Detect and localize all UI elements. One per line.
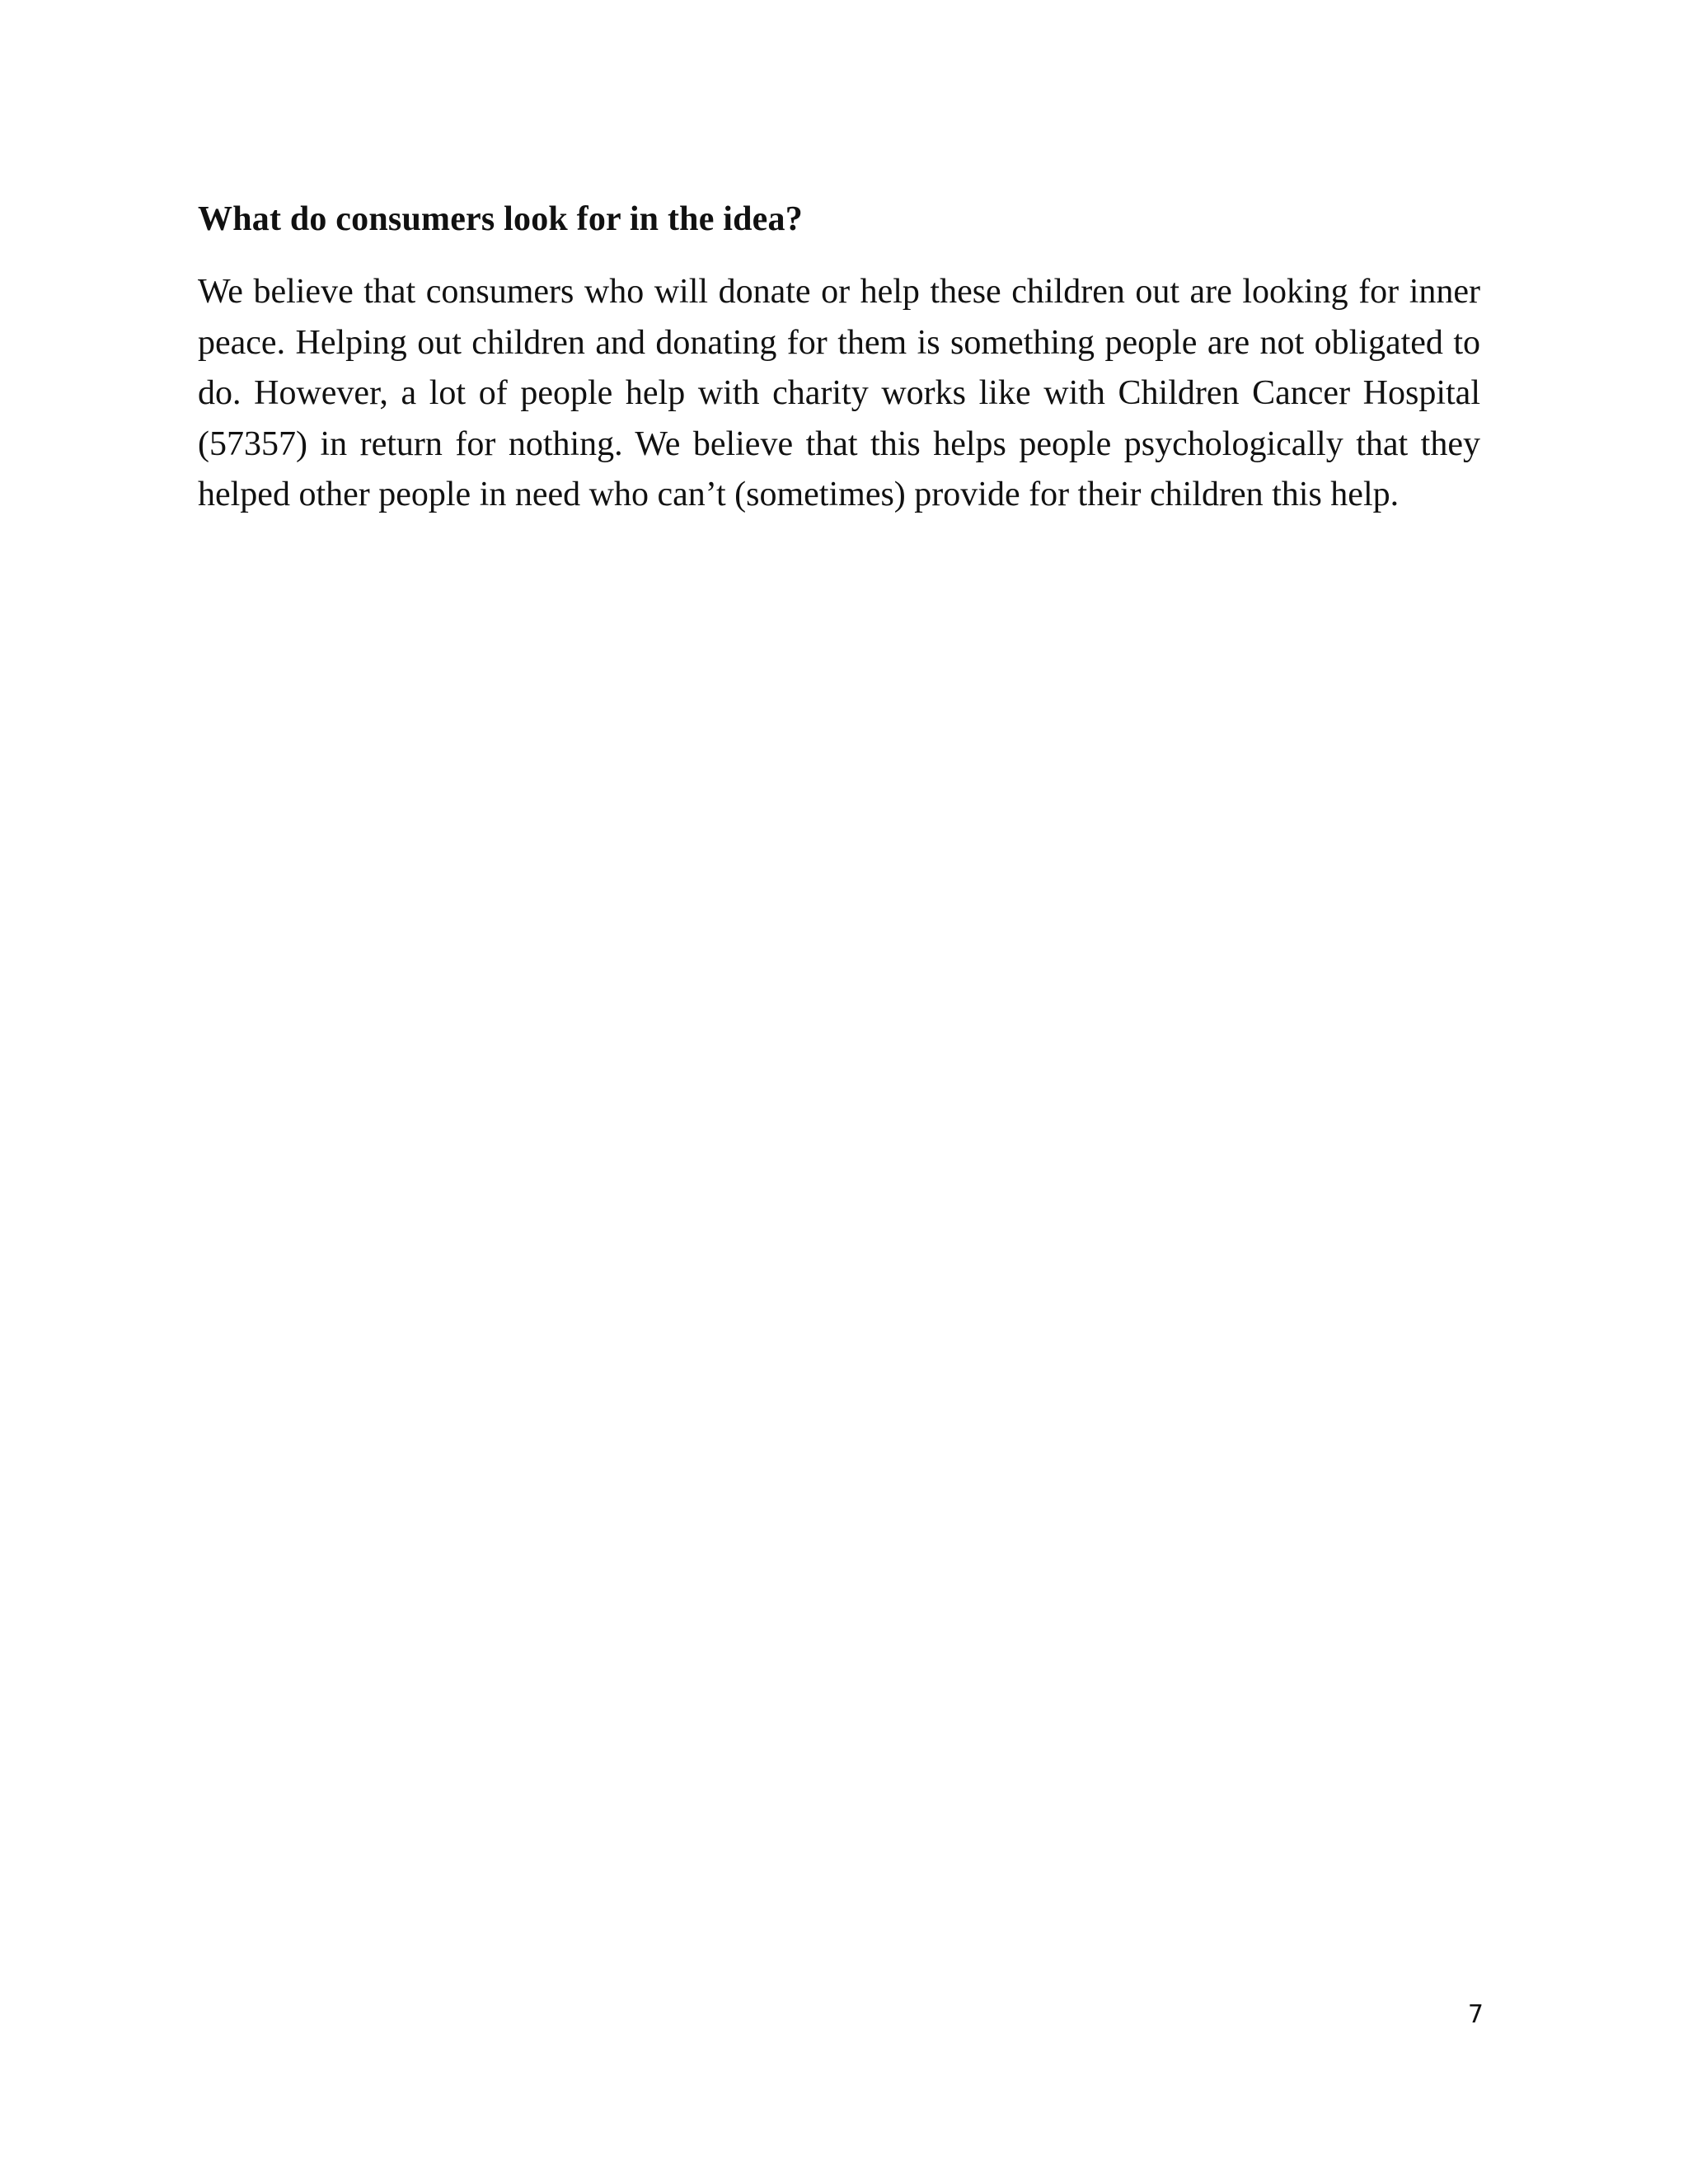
page-number: 7: [1467, 2000, 1484, 2029]
page-content: [198, 196, 1480, 521]
body-paragraph: We believe that consumers who will donate or help these children out are looking for inner peace. Helping out children and donating for them is something people are not obligated to do. However, a lot of people help with charity works like with Children Cancer Hospital (57357) in return for nothing. We believe that this helps people psychologically that they helped other people in need who can’t (sometimes) provide for their children this help.: [198, 273, 1480, 513]
section-heading: What do consumers look for in the idea?: [198, 200, 803, 238]
